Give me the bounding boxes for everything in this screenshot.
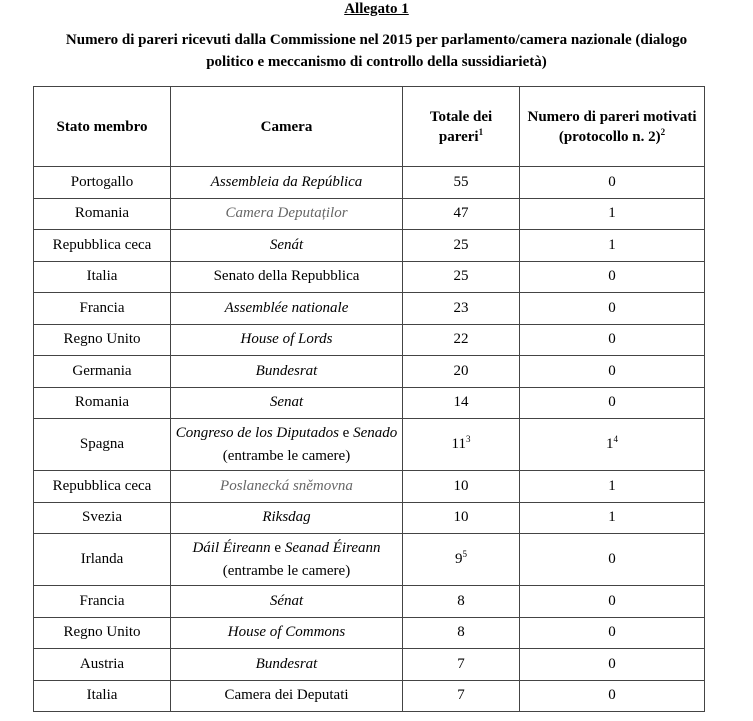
- document-title: Numero di pareri ricevuti dalla Commissione nel 2015 per parlamento/camera nazionale (dialogo politico e meccanismo di controllo della sussidiarietà): [65, 32, 688, 70]
- cell-reasoned: [520, 419, 705, 471]
- col-header-reasoned-label: Numero di pareri motivati (protocollo n. 2): [527, 108, 697, 145]
- cell-reasoned: 0: [520, 649, 705, 681]
- table-row: [34, 198, 705, 230]
- cell-chamber: Senát: [171, 230, 403, 262]
- chamber-name: Seanad Éireann: [284, 539, 381, 556]
- chamber-note: (entrambe le camere): [222, 562, 351, 579]
- table-row: [34, 293, 705, 325]
- cell-chamber: Senat: [171, 387, 403, 419]
- cell-reasoned: 1: [520, 502, 705, 534]
- cell-total: 22: [403, 324, 520, 356]
- chamber-note: (entrambe le camere): [222, 447, 351, 464]
- table-row: [34, 324, 705, 356]
- cell-state: Romania: [34, 198, 171, 230]
- footnote-ref: 2: [660, 126, 666, 137]
- table-row: [34, 419, 705, 471]
- cell-total: 20: [403, 356, 520, 388]
- cell-chamber: Bundesrat: [171, 356, 403, 388]
- footnote-ref: 3: [465, 434, 471, 444]
- cell-chamber: Poslanecká sněmovna: [171, 471, 403, 503]
- cell-reasoned: 0: [520, 617, 705, 649]
- col-header-total-label: Totale dei pareri: [429, 108, 493, 145]
- table-row: [34, 167, 705, 199]
- cell-state: Francia: [34, 586, 171, 618]
- cell-chamber: Bundesrat: [171, 649, 403, 681]
- cell-reasoned: 0: [520, 356, 705, 388]
- cell-state: Germania: [34, 356, 171, 388]
- cell-chamber: Riksdag: [171, 502, 403, 534]
- table-row: [34, 586, 705, 618]
- cell-reasoned: 0: [520, 293, 705, 325]
- chamber-name: Dáil Éireann: [192, 539, 271, 556]
- cell-state: Italia: [34, 261, 171, 293]
- cell-reasoned-value: 1: [606, 436, 614, 452]
- cell-reasoned: 1: [520, 230, 705, 262]
- cell-total: 10: [403, 502, 520, 534]
- cell-total: 47: [403, 198, 520, 230]
- cell-chamber: [171, 419, 403, 471]
- cell-chamber: Camera dei Deputati: [171, 680, 403, 712]
- cell-total: 25: [403, 261, 520, 293]
- cell-total: 8: [403, 617, 520, 649]
- col-header-total: [403, 87, 520, 167]
- cell-total: 25: [403, 230, 520, 262]
- cell-reasoned: 0: [520, 261, 705, 293]
- cell-total: 7: [403, 680, 520, 712]
- table-row: [34, 471, 705, 503]
- footnote-ref: 4: [613, 434, 618, 444]
- cell-reasoned: 0: [520, 167, 705, 199]
- cell-state: Irlanda: [34, 534, 171, 586]
- cell-reasoned: 1: [520, 471, 705, 503]
- table-row: [34, 356, 705, 388]
- table-row: [34, 261, 705, 293]
- cell-reasoned: 0: [520, 680, 705, 712]
- footnote-ref: 1: [478, 126, 484, 137]
- chamber-name: Congreso de los Diputados: [175, 424, 339, 441]
- cell-chamber: Senato della Repubblica: [171, 261, 403, 293]
- table-row: [34, 649, 705, 681]
- cell-state: Portogallo: [34, 167, 171, 199]
- cell-reasoned: 0: [520, 324, 705, 356]
- cell-chamber: Sénat: [171, 586, 403, 618]
- cell-state: Regno Unito: [34, 617, 171, 649]
- col-header-reasoned: [520, 87, 705, 167]
- cell-state: Regno Unito: [34, 324, 171, 356]
- table-row: [34, 534, 705, 586]
- table-row: [34, 680, 705, 712]
- table-row: [34, 502, 705, 534]
- cell-chamber: Camera Deputaților: [171, 198, 403, 230]
- table-row: [34, 230, 705, 262]
- cell-total: [403, 534, 520, 586]
- opinions-table: [33, 86, 705, 712]
- table-row: [34, 387, 705, 419]
- cell-reasoned: 0: [520, 387, 705, 419]
- cell-chamber: Assembleia da República: [171, 167, 403, 199]
- cell-state: Repubblica ceca: [34, 471, 171, 503]
- chamber-conjunction: e: [338, 424, 354, 441]
- cell-chamber: Assemblée nationale: [171, 293, 403, 325]
- cell-chamber: House of Lords: [171, 324, 403, 356]
- cell-state: Repubblica ceca: [34, 230, 171, 262]
- cell-total: 14: [403, 387, 520, 419]
- col-header-state: Stato membro: [34, 87, 171, 167]
- table-header-row: [34, 87, 705, 167]
- cell-total: 8: [403, 586, 520, 618]
- cell-total: 7: [403, 649, 520, 681]
- chamber-name: Senado: [353, 424, 398, 441]
- cell-total: 23: [403, 293, 520, 325]
- footnote-ref: 5: [462, 549, 467, 559]
- cell-chamber: House of Commons: [171, 617, 403, 649]
- cell-reasoned: 0: [520, 534, 705, 586]
- cell-reasoned: 1: [520, 198, 705, 230]
- cell-chamber: [171, 534, 403, 586]
- cell-total: 55: [403, 167, 520, 199]
- col-header-chamber: Camera: [171, 87, 403, 167]
- table-row: [34, 617, 705, 649]
- annex-heading: Allegato 1: [344, 1, 409, 17]
- chamber-conjunction: e: [270, 539, 285, 556]
- cell-total-value: 9: [455, 551, 463, 567]
- cell-total-value: 11: [451, 436, 466, 452]
- cell-state: Spagna: [34, 419, 171, 471]
- cell-state: Francia: [34, 293, 171, 325]
- cell-total: [403, 419, 520, 471]
- cell-state: Italia: [34, 680, 171, 712]
- cell-state: Svezia: [34, 502, 171, 534]
- cell-reasoned: 0: [520, 586, 705, 618]
- cell-state: Austria: [34, 649, 171, 681]
- cell-total: 10: [403, 471, 520, 503]
- cell-state: Romania: [34, 387, 171, 419]
